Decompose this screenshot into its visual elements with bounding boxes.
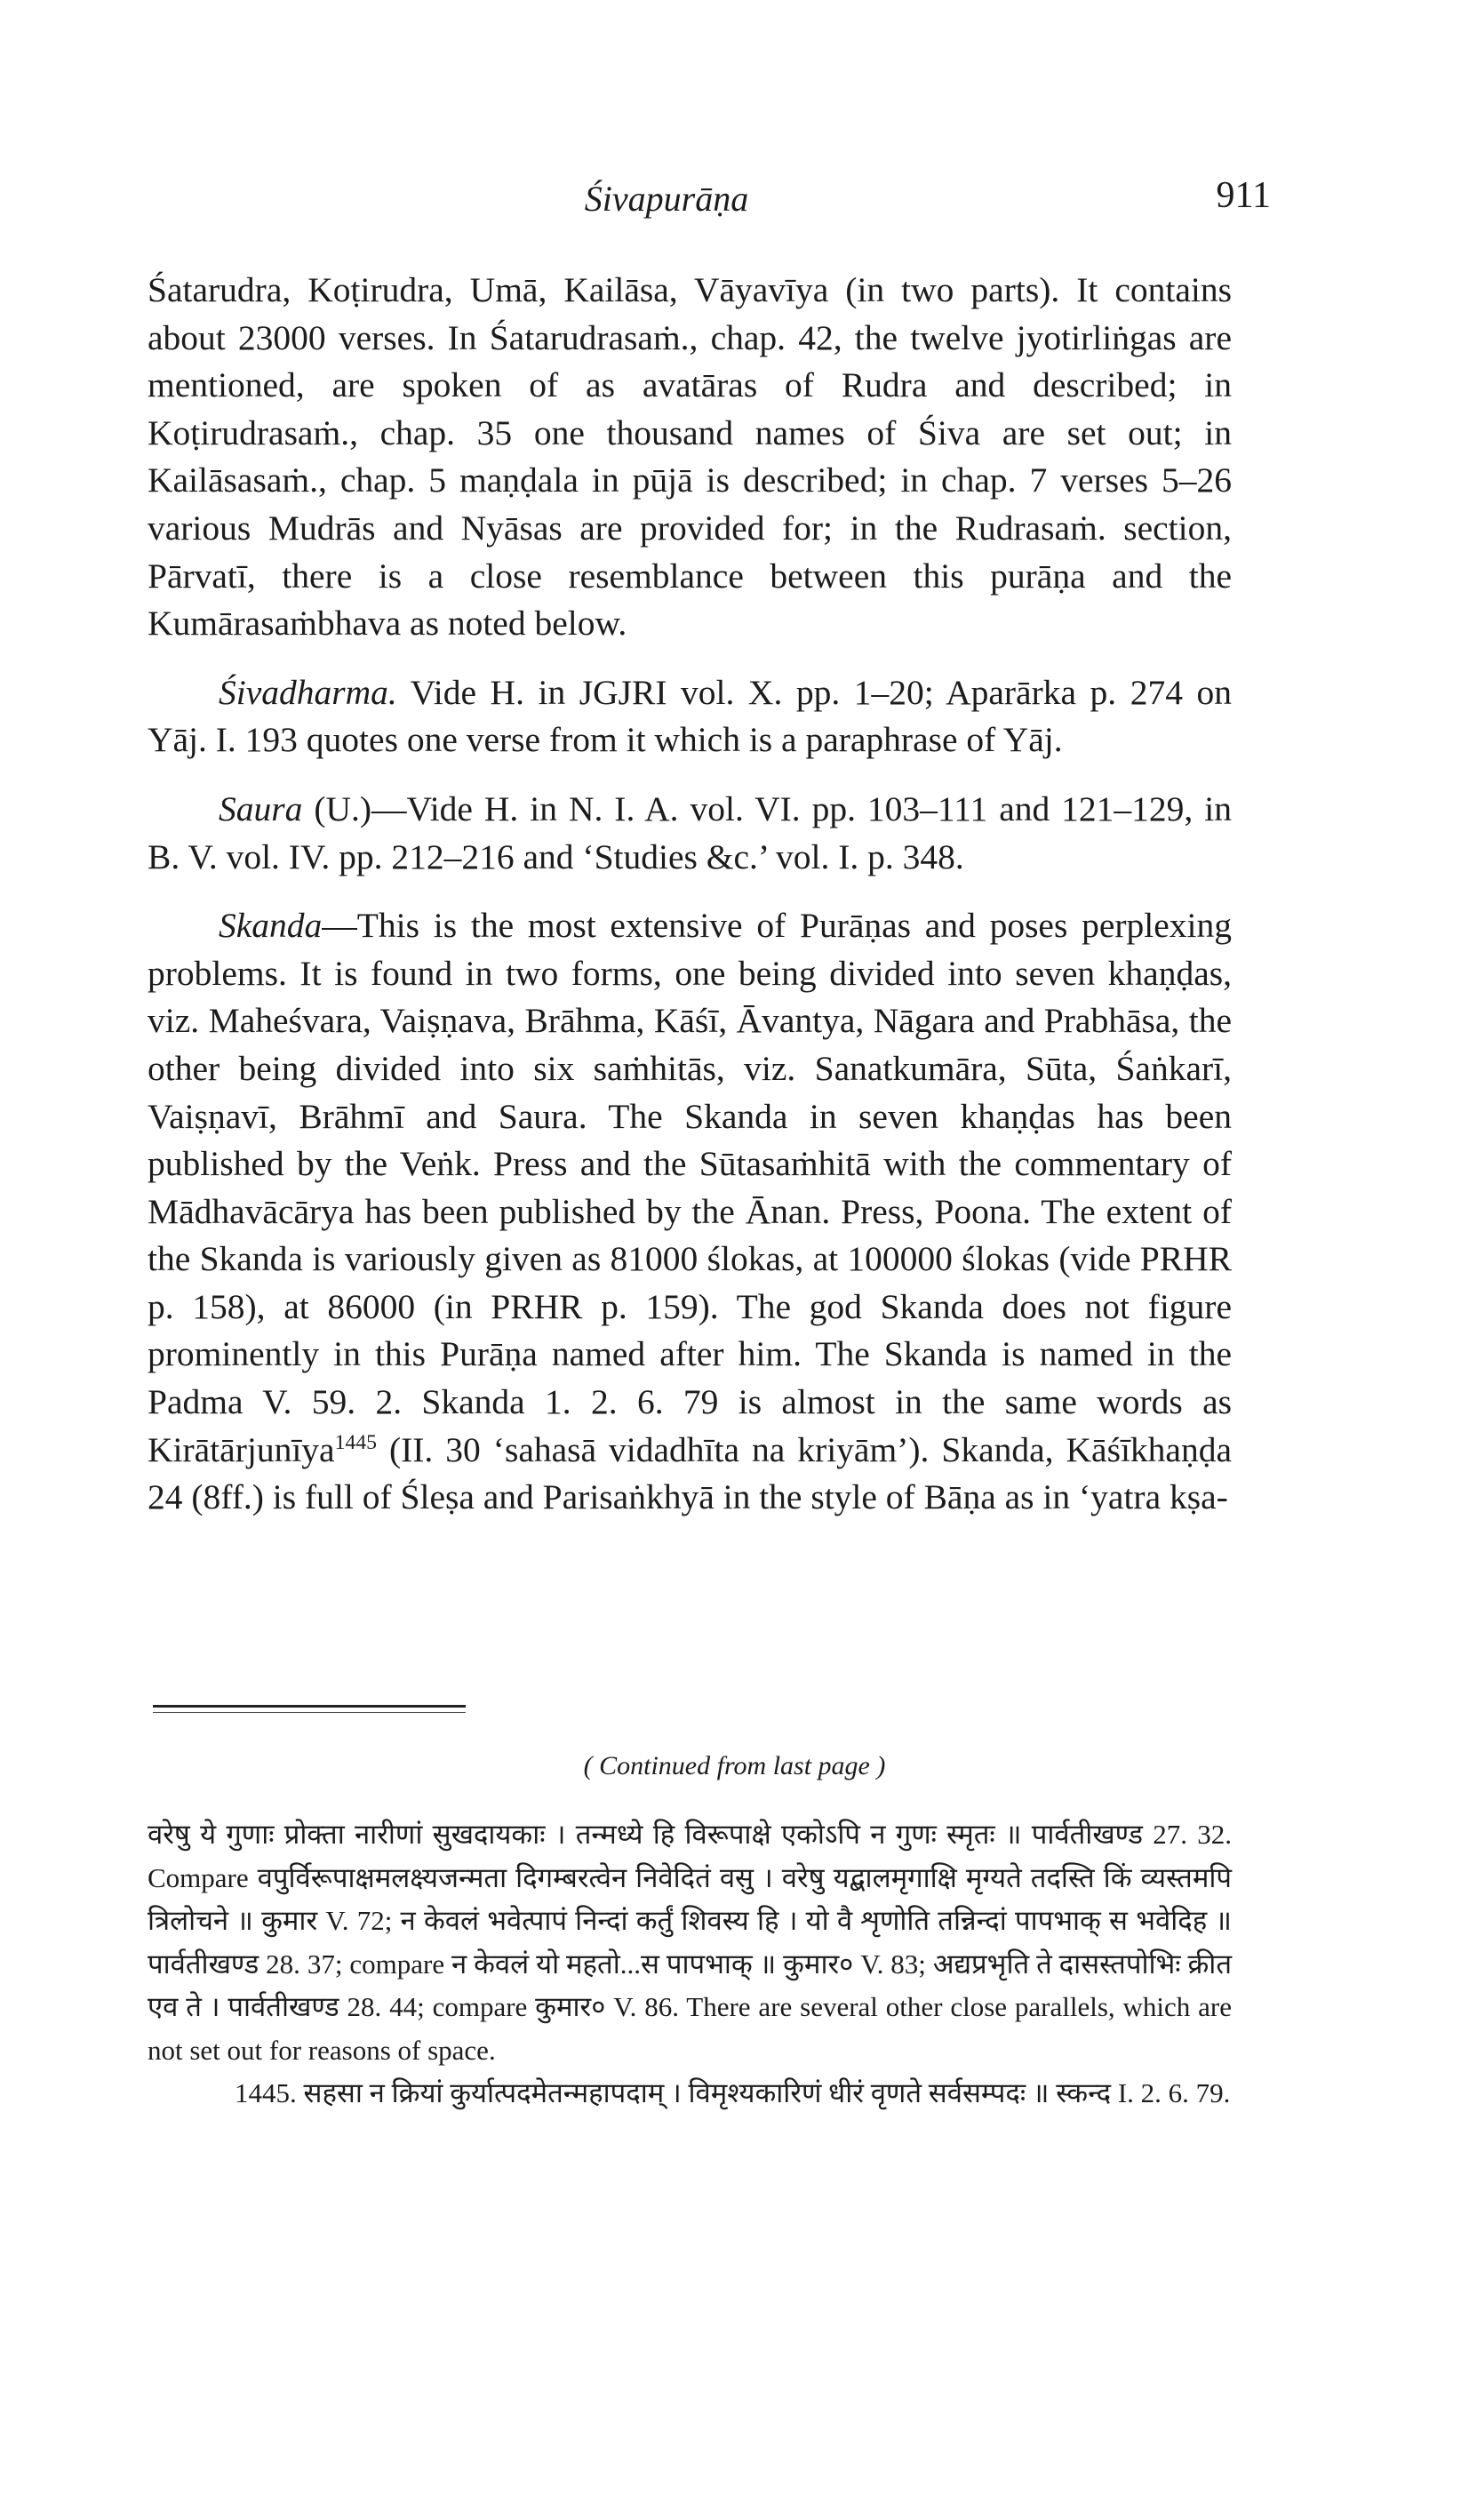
footnote-rule-thin bbox=[153, 1712, 466, 1713]
page-number: 911 bbox=[1216, 175, 1271, 216]
paragraph-sivadharma bbox=[148, 669, 1232, 764]
footnote-1445 bbox=[148, 2072, 1232, 2116]
paragraph-text: (II. 30 ‘sahasā vidadhīta na kriyām’). Skanda, Kāśīkhaṇḍa 24 (8ff.) is full of Śleṣa and Parisaṅkhyā in the style of Bāṇa as in ‘yatra kṣa- bbox=[148, 1429, 1232, 1517]
main-text bbox=[148, 267, 1232, 1543]
entry-title: Śivadharma. bbox=[219, 672, 397, 712]
paragraph-text: Śatarudra, Koṭirudra, Umā, Kailāsa, Vāyavīya (in two parts). It contains about 23000 verses. In Śatarudrasaṁ., chap. 42, the twelve jyotirliṅgas are mentioned, are spoken of as avatāras of Rudra and described; in Koṭirudrasaṁ., chap. 35 one thousand names of Śiva are set out; in Kailāsasaṁ., chap. 5 maṇḍala in pūjā is described; in chap. 7 verses 5–26 various Mudrās and Nyāsas are provided for; in the Rudrasaṁ. section, Pārvatī, there is a close resemblance between this purāṇa and the Kumārasaṁbhava as noted below. bbox=[148, 270, 1232, 644]
footnote-continued bbox=[148, 1813, 1232, 2072]
footnote-text: वरेषु ये गुणाः प्रोक्ता नारीणां सुखदायकाः । तन्मध्ये हि विरूपाक्षे एकोऽपि न गुणः स्मृतः ॥ पार्वतीखण्ड 27. 32. Compare वपुर्विरूपाक्षमलक्ष्यजन्मता दिगम्बरत्वेन निवेदितं वसु । वरेषु यद्बालमृगाक्षि मृग्यते तदस्ति किं व्यस्तमपि त्रिलोचने ॥ कुमार V. 72; न केवलं भवेत्पापं निन्दां कर्तुं शिवस्य हि । यो वै शृणोति तन्निन्दां पापभाक् स भवेदिह ॥ पार्वतीखण्ड 28. 37; compare न केवलं यो महतो...स पापभाक् ॥ कुमार० V. 83; अद्यप्रभृति ते दासस्तपोभिः क्रीत एव ते । पार्वतीखण्ड 28. 44; compare कुमार० V. 86. There are several other close parallels, which are not set out for reasons of space. bbox=[148, 1819, 1232, 2066]
footnotes bbox=[148, 1813, 1232, 2116]
running-head bbox=[0, 175, 1469, 231]
footnote-continued-heading: ( Continued from last page ) bbox=[583, 1751, 886, 1780]
running-title: Śivapurāṇa bbox=[584, 179, 749, 219]
paragraph-saura bbox=[148, 786, 1232, 881]
paragraph-text: Vide H. in JGJRI vol. X. pp. 1–20; Aparārka p. 274 on Yāj. I. 193 quotes one verse from it which is a paraphrase of Yāj. bbox=[148, 672, 1232, 760]
paragraph-text: (U.)—Vide H. in N. I. A. vol. VI. pp. 103–111 and 121–129, in B. V. vol. IV. pp. 212–216 and ‘Studies &c.’ vol. I. p. 348. bbox=[148, 788, 1232, 876]
footnote-ref[interactable]: 1445 bbox=[334, 1430, 377, 1454]
paragraph-satarudra bbox=[148, 267, 1232, 648]
footnote-rule bbox=[153, 1705, 466, 1708]
paragraph-skanda bbox=[148, 902, 1232, 1522]
entry-title: Saura bbox=[219, 788, 303, 828]
paragraph-text: —This is the most extensive of Purāṇas and poses perplexing problems. It is found in two forms, one being divided into seven khaṇḍas, viz. Maheśvara, Vaiṣṇava, Brāhma, Kāśī, Āvantya, Nāgara and Prabhāsa, the other being divided into six saṁhitās, viz. Sanatkumāra, Sūta, Śaṅkarī, Vaiṣṇavī, Brāhmī and Saura. The Skanda in seven khaṇḍas has been published by the Veṅk. Press and the Sūtasaṁhitā with the commentary of Mādhavācārya has been published by the Ānan. Press, Poona. The extent of the Skanda is variously given as 81000 ślokas, at 100000 ślokas (vide PRHR p. 158), at 86000 (in PRHR p. 159). The god Skanda does not figure prominently in this Purāṇa named after him. The Skanda is named in the Padma V. 59. 2. Skanda 1. 2. 6. 79 is almost in the same words as Kirātārjunīya bbox=[148, 906, 1232, 1469]
entry-title: Skanda bbox=[219, 906, 323, 946]
footnote-number: 1445. bbox=[235, 2077, 297, 2108]
footnote-text: सहसा न क्रियां कुर्यात्पदमेतन्महापदाम् । विमृश्यकारिणं धीरं वृणते सर्वसम्पदः ॥ स्कन्द I. 2. 6. 79. bbox=[296, 2077, 1231, 2108]
